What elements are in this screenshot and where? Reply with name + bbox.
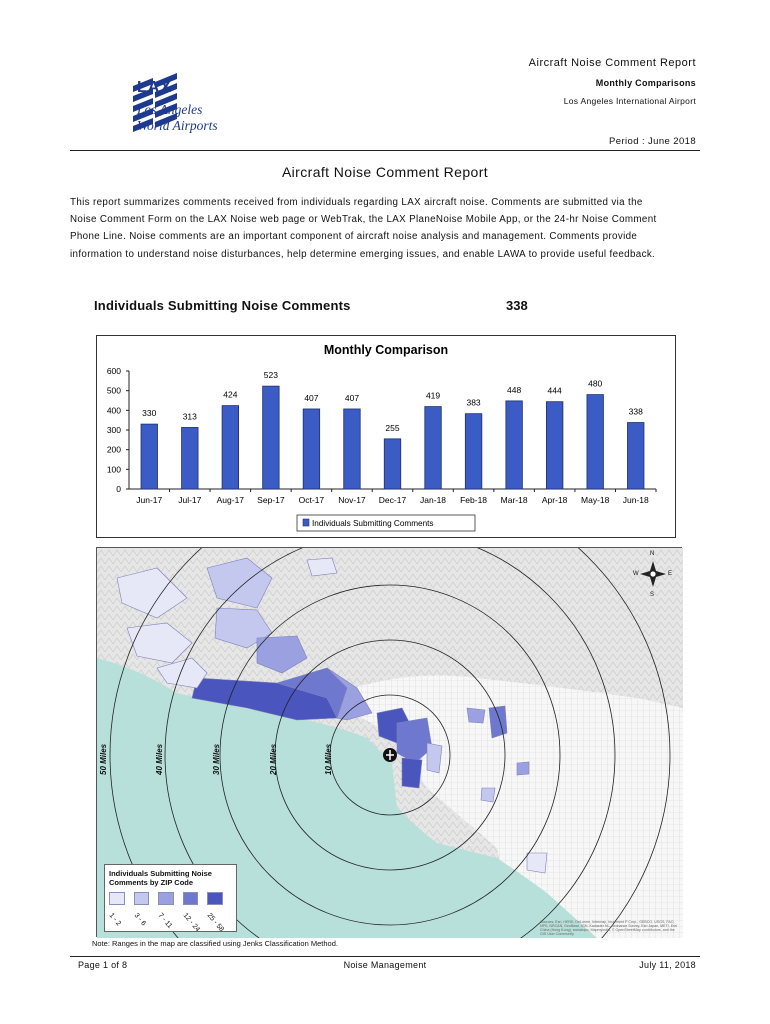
x-tick-label: Mar-18 <box>500 495 528 505</box>
compass-e: E <box>668 571 673 577</box>
legend-swatch <box>303 519 309 526</box>
intro-paragraph <box>70 194 700 263</box>
intro-line: This report summarizes comments received from individuals regarding LAX aircraft noise. Comments are submitted via the <box>70 197 643 208</box>
x-tick-label: Jul-17 <box>178 495 202 505</box>
bar <box>506 401 522 489</box>
x-tick-label: Aug-17 <box>216 495 245 505</box>
ring-label-40: 40 Miles <box>155 743 164 775</box>
bar-value-label: 383 <box>466 397 481 408</box>
legend-swatch <box>109 892 125 905</box>
y-tick-label: 0 <box>116 484 121 494</box>
bar <box>263 386 280 489</box>
legend-range-label: 1 - 2 <box>107 912 123 928</box>
logo-line-2: World Airports <box>137 118 218 133</box>
bar-value-label: 255 <box>385 422 400 433</box>
intro-line: Noise Comment Form on the LAX Noise web page or WebTrak, the LAX PlaneNoise Mobile App, or the 24-hr Noise Comment <box>70 214 657 226</box>
footer-center: Noise Management <box>343 960 427 970</box>
bar-value-label: 407 <box>304 392 319 403</box>
x-tick-label: Oct-17 <box>298 495 325 505</box>
x-tick-label: Dec-17 <box>378 495 407 505</box>
legend-swatch <box>158 892 174 905</box>
bar <box>425 407 442 489</box>
bar-value-label: 480 <box>588 378 603 389</box>
chart-title: Monthly Comparison <box>323 343 449 357</box>
y-tick-label: 500 <box>106 385 121 396</box>
ring-label-50: 50 Miles <box>99 743 108 775</box>
bar-value-label: 338 <box>628 406 643 417</box>
legend-range-label: 12 - 24 <box>181 912 201 934</box>
legend-label: Individuals Submitting Comments <box>312 519 434 528</box>
bar <box>384 439 401 489</box>
intro-line: information to understand noise disturbances, help determine emerging issues, and enable LAWA to provide useful feedback. <box>70 248 656 260</box>
legend-swatch <box>207 892 223 905</box>
header-airport: Los Angeles International Airport <box>563 96 696 106</box>
ring-label-10: 10 Miles <box>324 743 333 775</box>
x-tick-label: Apr-18 <box>541 495 568 505</box>
bar <box>141 424 158 489</box>
x-tick-label: Feb-18 <box>460 495 488 505</box>
logo-lax-text: LAX <box>137 79 172 96</box>
footer-divider <box>70 956 700 957</box>
bar-value-label: 419 <box>425 390 441 401</box>
bar-value-label: 313 <box>182 411 197 422</box>
x-tick-label: May-18 <box>581 495 610 505</box>
compass-w: W <box>633 571 639 577</box>
footer-date: July 11, 2018 <box>639 960 696 970</box>
bar <box>627 423 644 489</box>
y-tick-label: 100 <box>106 464 121 475</box>
bar-value-label: 448 <box>507 384 522 395</box>
x-tick-label: Jun-18 <box>622 495 649 505</box>
legend-title: Individuals Submitting Noise Comments by ZIP Code <box>109 869 212 887</box>
bar-value-label: 330 <box>142 408 157 419</box>
map-attribution: Sources: Esri, HERE, DeLorme, Intermap, increment P Corp., GEBCO, USGS, FAO, NPS, NRCAN, GeoBase, IGN, Kadaster NL, Ordnance Survey, Esri Japan, METI, Esri China (Hong Kong), swisstopo, Mapmyindia, © OpenStreetMap contributors, and the GIS User Community <box>540 920 677 936</box>
bar-value-label: 424 <box>223 389 238 400</box>
header-subtitle: Monthly Comparisons <box>595 78 696 88</box>
legend-swatch <box>134 892 150 905</box>
legend-range-label: 3 - 6 <box>132 912 147 928</box>
ring-label-30: 30 Miles <box>212 743 221 775</box>
bar <box>344 409 361 489</box>
bar-value-label: 523 <box>263 370 278 381</box>
x-tick-label: Jan-18 <box>420 495 447 505</box>
map-note: Note: Ranges in the map are classified using Jenks Classification Method. <box>92 939 338 948</box>
x-tick-label: Jun-17 <box>136 495 163 505</box>
bar <box>222 406 239 489</box>
logo-line-1: Los Angeles <box>137 102 203 117</box>
y-tick-label: 200 <box>106 444 121 455</box>
header-report-title: Aircraft Noise Comment Report <box>528 57 696 69</box>
bar-value-label: 444 <box>547 385 562 396</box>
bar <box>465 414 482 489</box>
legend-swatch <box>183 892 199 905</box>
section-value: 338 <box>506 298 528 313</box>
legend-range-label: 25 - 58 <box>205 912 226 934</box>
section-label: Individuals Submitting Noise Comments <box>94 298 351 313</box>
compass-s: S <box>650 592 655 598</box>
bar <box>546 402 563 489</box>
bar <box>182 427 199 489</box>
footer-page: Page 1 of 8 <box>78 960 128 970</box>
header-period: Period : June 2018 <box>609 136 696 147</box>
monthly-comparison-chart <box>96 335 676 538</box>
y-tick-label: 400 <box>106 405 121 416</box>
x-tick-label: Nov-17 <box>338 495 366 505</box>
y-tick-label: 300 <box>106 425 121 435</box>
header-divider <box>70 150 700 151</box>
intro-line: Phone Line. Noise comments are an important component of aircraft noise analysis and management. Comments provide <box>70 231 638 243</box>
compass-n: N <box>650 551 655 557</box>
legend-range-label: 7 - 11 <box>156 912 174 930</box>
page-title: Aircraft Noise Comment Report <box>281 164 489 180</box>
bar <box>303 409 320 489</box>
bar <box>587 395 604 489</box>
y-tick-label: 600 <box>106 366 121 376</box>
ring-label-20: 20 Miles <box>269 743 278 775</box>
bar-value-label: 407 <box>344 392 360 403</box>
x-tick-label: Sep-17 <box>257 495 285 505</box>
